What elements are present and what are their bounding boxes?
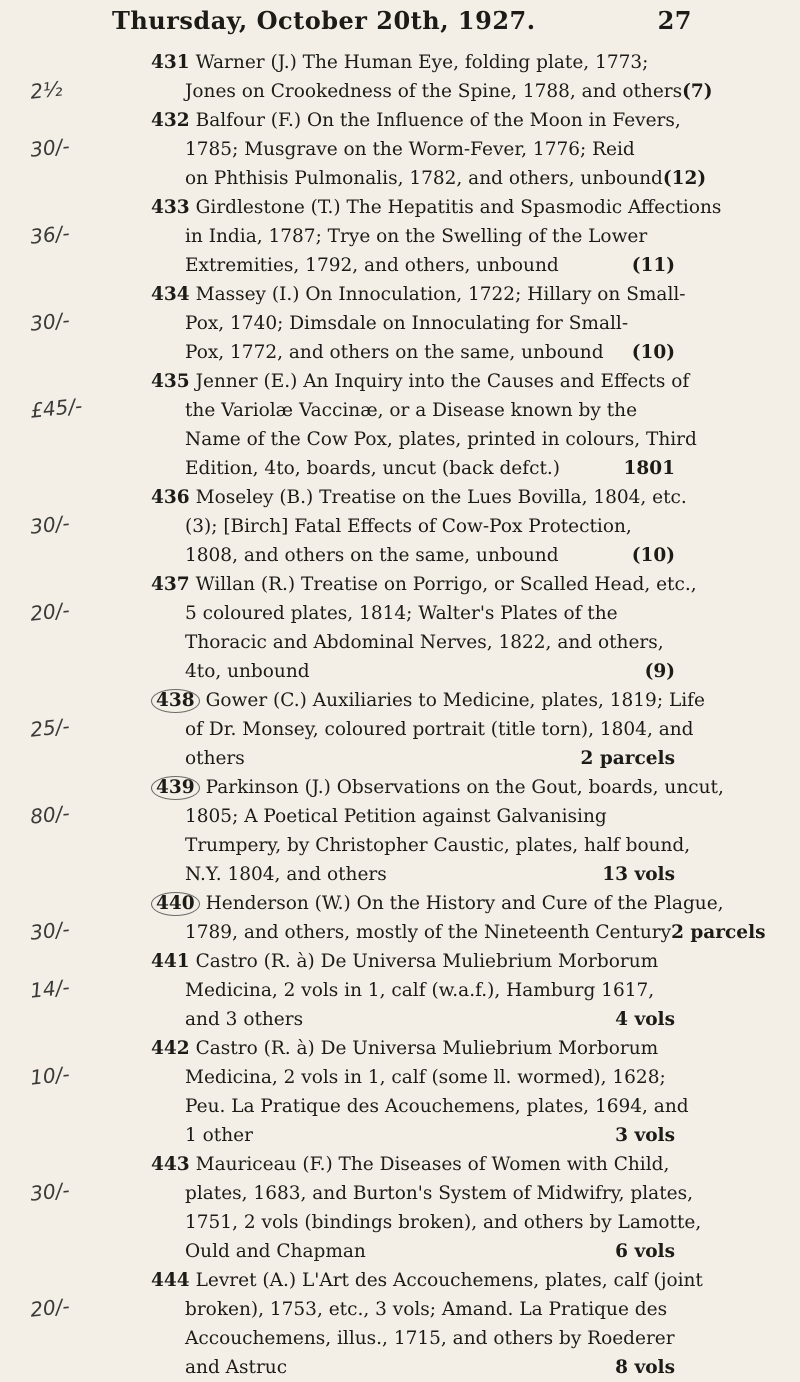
lot-description-line: Trumpery, by Christopher Caustic, plates, half bound,: [185, 835, 691, 856]
lot-description-line: of Dr. Monsey, coloured portrait (title torn), 1804, and: [185, 719, 694, 740]
lot-description-line: the Variolæ Vaccinæ, or a Disease known by the: [185, 400, 638, 421]
lot-title-line: [151, 889, 724, 918]
lot-quantity: 2 parcels: [580, 748, 675, 769]
lot-description-row: [155, 1092, 689, 1121]
handwritten-price: 30/-: [28, 133, 71, 162]
handwritten-price: 10/-: [28, 1061, 71, 1090]
lot-quantity: 4 vols: [615, 1009, 675, 1030]
lot-description-row: [155, 715, 694, 744]
lot-description-line: Massey (I.) On Innoculation, 1722; Hillary on Small-: [195, 284, 686, 305]
lot-description-line: Medicina, 2 vols in 1, calf (w.a.f.), Hamburg 1617,: [185, 980, 655, 1001]
lot-quantity: (10): [631, 342, 675, 363]
lot-number: 438: [151, 689, 200, 713]
handwritten-price: £45/-: [28, 393, 84, 423]
lot-title-line: [151, 367, 690, 396]
lot-description-line: plates, 1683, and Burton's System of Midwifry, plates,: [185, 1183, 693, 1204]
lot-title-line: [151, 1034, 675, 1063]
lot-description-line: Girdlestone (T.) The Hepatitis and Spasmodic Affections: [195, 197, 722, 218]
handwritten-price: 25/-: [28, 713, 71, 742]
lot-description-line: Pox, 1740; Dimsdale on Innoculating for Small-: [185, 313, 629, 334]
lot-title-line: [151, 570, 697, 599]
lot-description-row: [155, 1208, 702, 1237]
lot-description-line: broken), 1753, etc., 3 vols; Amand. La Pratique des: [185, 1299, 668, 1320]
lot-description-row: [155, 1179, 693, 1208]
lot-description-line: Mauriceau (F.) The Diseases of Women with Child,: [195, 1154, 670, 1175]
lot-entry: [28, 889, 766, 947]
lot-description-line: Medicina, 2 vols in 1, calf (some ll. wormed), 1628;: [185, 1067, 666, 1088]
handwritten-price: 20/-: [28, 1293, 71, 1322]
lot-description-line: Moseley (B.) Treatise on the Lues Bovilla, 1804, etc.: [195, 487, 687, 508]
lot-description-line: 1805; A Poetical Petition against Galvanising: [185, 806, 607, 827]
lot-entry: [28, 280, 686, 367]
lot-number: 435: [151, 371, 190, 392]
lot-description-line: Jenner (E.) An Inquiry into the Causes and Effects of: [195, 371, 690, 392]
lot-description-row: [155, 77, 713, 106]
lot-entry: [28, 106, 707, 193]
lot-description-row: [155, 396, 675, 425]
lot-description-row: [155, 309, 675, 338]
lot-description-line: and Astruc: [185, 1357, 288, 1378]
lot-description-line: 1808, and others on the same, unbound: [185, 545, 559, 566]
lot-description-row: [155, 425, 697, 454]
handwritten-price: 30/-: [28, 307, 71, 336]
lot-number: 432: [151, 110, 190, 131]
lot-description-row: [155, 222, 675, 251]
lot-number: 434: [151, 284, 190, 305]
lot-description-row: [155, 251, 675, 280]
lot-quantity: 1801: [623, 458, 675, 479]
lot-title-line: [151, 773, 724, 802]
lot-entry: [28, 686, 705, 773]
lot-description-line: Gower (C.) Auxiliaries to Medicine, plates, 1819; Life: [205, 690, 705, 711]
lot-description-row: [155, 541, 675, 570]
lot-quantity: 8 vols: [615, 1357, 675, 1378]
lot-description-row: [155, 164, 707, 193]
lot-entry: [28, 1150, 702, 1266]
lot-description-line: N.Y. 1804, and others: [185, 864, 387, 885]
lot-number: 431: [151, 52, 190, 73]
lot-description-row: [155, 1324, 675, 1353]
lot-description-row: [155, 599, 675, 628]
handwritten-price: 20/-: [28, 597, 71, 626]
lot-description-row: [155, 338, 675, 367]
lot-number: 443: [151, 1154, 190, 1175]
handwritten-price: 30/-: [28, 916, 71, 945]
lot-entry: [28, 193, 722, 280]
lot-number: 433: [151, 197, 190, 218]
lot-quantity: (11): [631, 255, 675, 276]
lot-title-line: [151, 947, 675, 976]
lot-description-line: 5 coloured plates, 1814; Walter's Plates of the: [185, 603, 618, 624]
page-header-date: Thursday, October 20th, 1927.: [112, 6, 536, 35]
lot-description-row: [155, 512, 675, 541]
lot-description-line: Parkinson (J.) Observations on the Gout, boards, uncut,: [205, 777, 724, 798]
lot-description-line: on Phthisis Pulmonalis, 1782, and others, unbound: [185, 168, 663, 189]
lot-entry: [28, 570, 697, 686]
lot-description-line: Castro (R. à) De Universa Muliebrium Morborum: [195, 1038, 659, 1059]
lot-description-row: [155, 657, 675, 686]
lot-description-line: Levret (A.) L'Art des Accouchemens, plates, calf (joint: [195, 1270, 703, 1291]
lot-quantity: (10): [631, 545, 675, 566]
lot-entry: [28, 483, 687, 570]
lot-number: 441: [151, 951, 190, 972]
handwritten-price: 36/-: [28, 220, 71, 249]
lot-entry: [28, 367, 697, 483]
lot-title-line: [151, 686, 705, 715]
lot-description-row: [155, 1237, 675, 1266]
lot-quantity: 2 parcels: [671, 922, 766, 943]
handwritten-price: 80/-: [28, 800, 71, 829]
lot-quantity: (12): [662, 168, 707, 189]
lot-description-row: [155, 976, 675, 1005]
lot-description-line: Name of the Cow Pox, plates, printed in colours, Third: [185, 429, 697, 450]
lot-quantity: 3 vols: [615, 1125, 675, 1146]
lot-quantity: 13 vols: [602, 864, 675, 885]
lot-title-line: [151, 48, 675, 77]
lot-description-row: [155, 860, 675, 889]
lot-description-row: [155, 1121, 675, 1150]
lot-entry: [28, 773, 724, 889]
lot-description-row: [155, 1295, 675, 1324]
lot-description-line: others: [185, 748, 245, 769]
lot-description-row: [155, 918, 766, 947]
lot-title-line: [151, 1150, 675, 1179]
handwritten-price: 14/-: [28, 974, 71, 1003]
lot-description-line: Warner (J.) The Human Eye, folding plate, 1773;: [195, 52, 649, 73]
lot-quantity: (9): [644, 661, 675, 682]
lot-number: 440: [151, 892, 200, 916]
lot-description-line: 4to, unbound: [185, 661, 310, 682]
lot-description-line: Peu. La Pratique des Acouchemens, plates, 1694, and: [185, 1096, 689, 1117]
lot-number: 436: [151, 487, 190, 508]
lot-number: 442: [151, 1038, 190, 1059]
lot-description-line: Extremities, 1792, and others, unbound: [185, 255, 559, 276]
lot-description-row: [155, 1353, 675, 1382]
lot-description-line: Willan (R.) Treatise on Porrigo, or Scalled Head, etc.,: [195, 574, 697, 595]
lot-number: 439: [151, 776, 200, 800]
handwritten-price: 30/-: [28, 510, 71, 539]
lot-description-row: [155, 744, 675, 773]
lot-description-line: Jones on Crookedness of the Spine, 1788, and others: [185, 81, 683, 102]
handwritten-price: 2½: [28, 76, 64, 104]
lot-description-line: 1 other: [185, 1125, 253, 1146]
lot-description-row: [155, 454, 675, 483]
lot-description-line: in India, 1787; Trye on the Swelling of the Lower: [185, 226, 648, 247]
handwritten-price: 30/-: [28, 1177, 71, 1206]
lot-entry: [28, 1266, 703, 1382]
lot-description-line: (3); [Birch] Fatal Effects of Cow-Pox Protection,: [185, 516, 632, 537]
lot-description-line: Edition, 4to, boards, uncut (back defct.): [185, 458, 560, 479]
lot-description-line: Accouchemens, illus., 1715, and others by Roederer: [185, 1328, 675, 1349]
lot-description-row: [155, 1005, 675, 1034]
lot-entry: [28, 48, 713, 106]
lot-quantity: 6 vols: [615, 1241, 675, 1262]
lot-title-line: [151, 483, 687, 512]
page-number: 27: [657, 6, 692, 35]
lot-number: 444: [151, 1270, 190, 1291]
lot-description-row: [155, 135, 675, 164]
lot-title-line: [151, 193, 722, 222]
lot-description-row: [155, 1063, 675, 1092]
lot-description-line: Thoracic and Abdominal Nerves, 1822, and others,: [185, 632, 664, 653]
lot-description-row: [155, 802, 675, 831]
lot-description-line: Castro (R. à) De Universa Muliebrium Morborum: [195, 951, 659, 972]
lot-description-line: 1785; Musgrave on the Worm-Fever, 1776; Reid: [185, 139, 635, 160]
lot-entry: [28, 1034, 689, 1150]
lot-description-line: 1751, 2 vols (bindings broken), and others by Lamotte,: [185, 1212, 702, 1233]
lot-description-row: [155, 628, 675, 657]
lot-description-line: Balfour (F.) On the Influence of the Moon in Fevers,: [195, 110, 681, 131]
lot-title-line: [151, 280, 686, 309]
lot-number: 437: [151, 574, 190, 595]
lot-quantity: (7): [682, 81, 713, 102]
lot-description-line: 1789, and others, mostly of the Nineteenth Century: [185, 922, 672, 943]
lot-description-line: Pox, 1772, and others on the same, unbound: [185, 342, 604, 363]
lot-description-row: [155, 831, 691, 860]
lot-title-line: [151, 106, 681, 135]
lot-description-line: Ould and Chapman: [185, 1241, 366, 1262]
page-header: [112, 6, 692, 35]
lot-listing: [0, 48, 800, 1382]
lot-title-line: [151, 1266, 703, 1295]
lot-entry: [28, 947, 675, 1034]
lot-description-line: and 3 others: [185, 1009, 304, 1030]
lot-description-line: Henderson (W.) On the History and Cure of the Plague,: [205, 893, 724, 914]
